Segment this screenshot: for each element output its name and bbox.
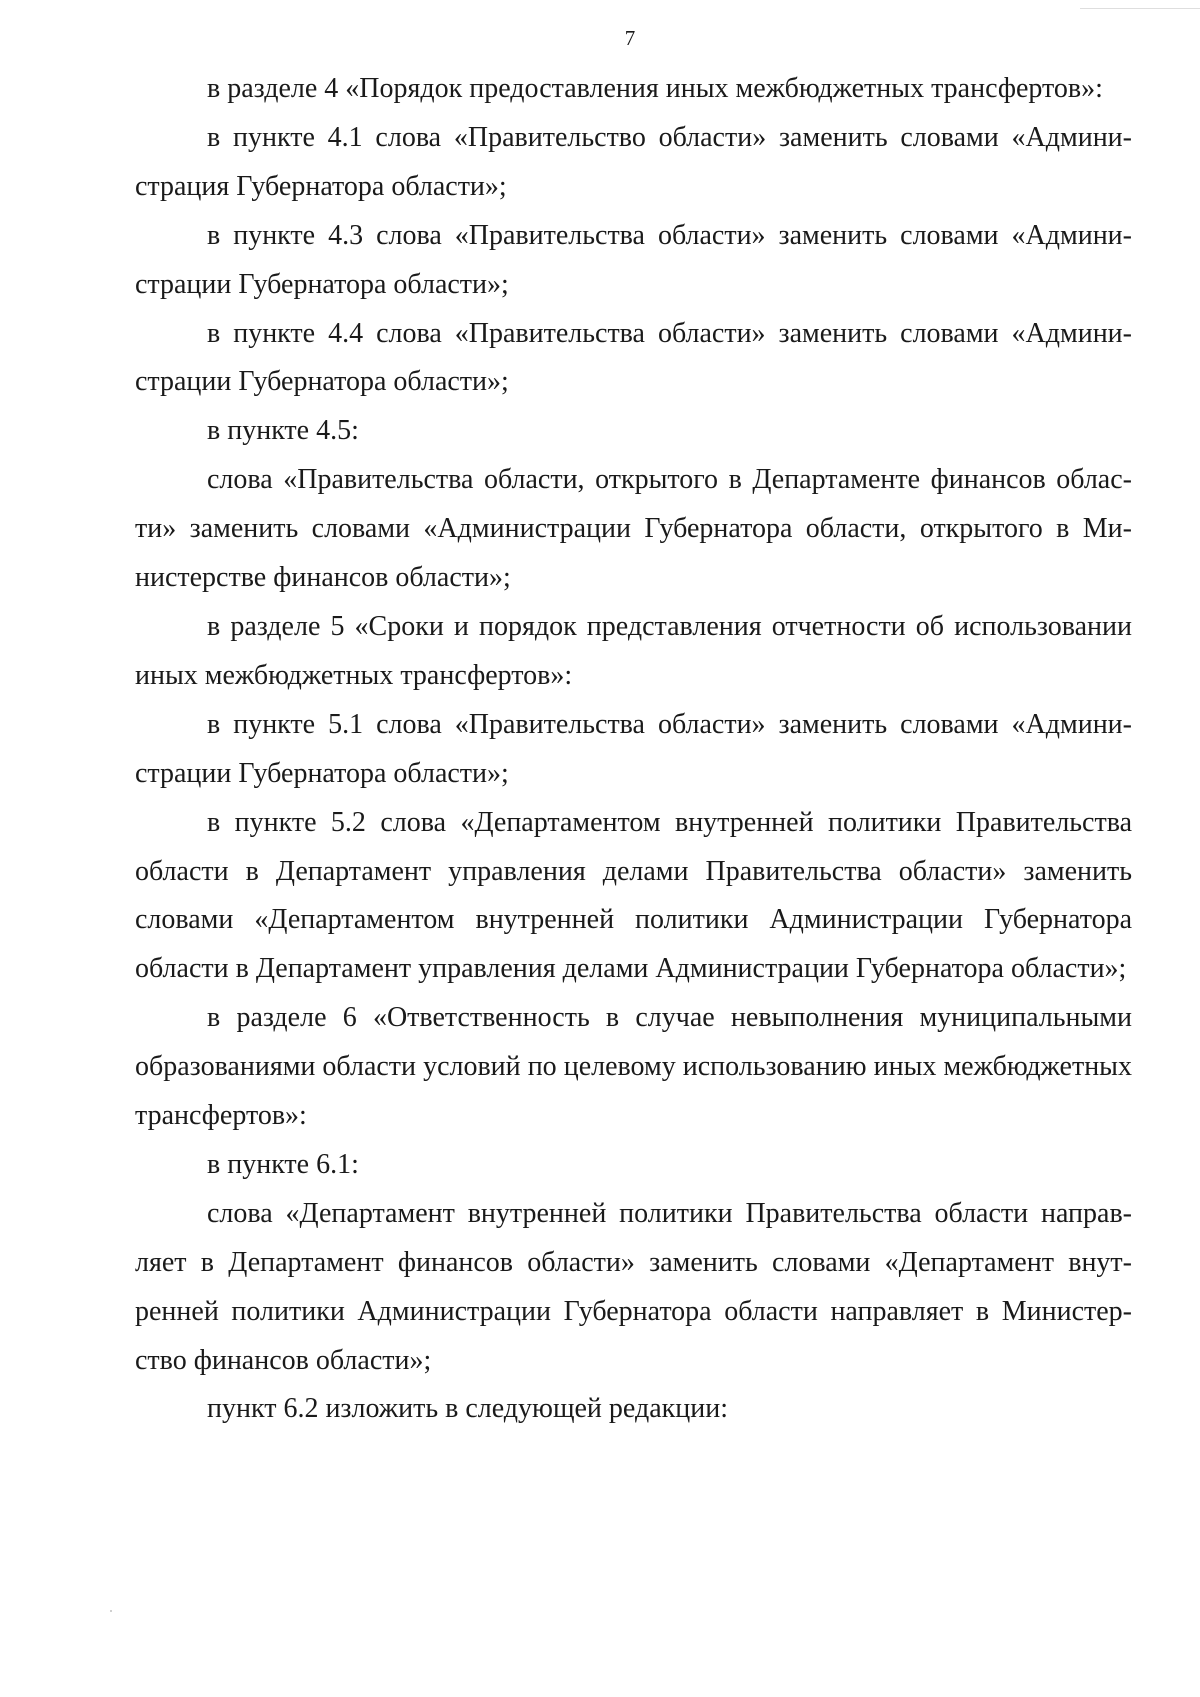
paragraph-item-4-5-words: слова «Правительства области, открытого в Департаменте финансов области» заменить словами «Администрации Губернатора области, открытого в Министерстве финансов области»; — [135, 464, 1132, 594]
paragraph-section-5-heading: в разделе 5 «Сроки и порядок представления отчетности об использовании иных межбюджетных трансфертов»: — [135, 610, 1132, 691]
paragraph-item-4-3: в пункте 4.3 слова «Правительства области» заменить словами «Администрации Губернатора области»; — [135, 219, 1132, 300]
paragraph-section-6-heading: в разделе 6 «Ответственность в случае невыполнения муниципальными образованиями области условий по целевому использованию иных межбюджетных трансфертов»: — [135, 1002, 1132, 1132]
scan-artifact-dot — [110, 1610, 112, 1612]
scan-artifact-top — [1080, 0, 1200, 9]
paragraph-item-4-5: в пункте 4.5: — [207, 415, 359, 447]
paragraph-item-4-1: в пункте 4.1 слова «Правительство области» заменить словами «Администрация Губернатора области»; — [135, 121, 1132, 202]
page-number: 7 — [624, 26, 636, 50]
paragraph-section-4-heading: в разделе 4 «Порядок предоставления иных межбюджетных трансфертов»: — [207, 73, 1103, 104]
document-body — [135, 65, 1132, 1434]
paragraph-item-5-2: в пункте 5.2 слова «Департаментом внутренней политики Правительства области в Департамент управления делами Правительства области» заменить словами «Департаментом внутренней политики Администрации Губернатора области в Департамент управления делами Администрации Губернатора области»; — [135, 806, 1132, 985]
paragraph-item-6-2: пункт 6.2 изложить в следующей редакции: — [207, 1393, 728, 1425]
paragraph-item-5-1: в пункте 5.1 слова «Правительства области» заменить словами «Администрации Губернатора области»; — [135, 708, 1132, 789]
paragraph-item-6-1-words: слова «Департамент внутренней политики Правительства области направляет в Департамент финансов области» заменить словами «Департамент внутренней политики Администрации Губернатора области направляет в Министерство финансов области»; — [135, 1197, 1132, 1376]
paragraph-item-4-4: в пункте 4.4 слова «Правительства области» заменить словами «Администрации Губернатора области»; — [135, 317, 1132, 398]
paragraph-item-6-1: в пункте 6.1: — [207, 1148, 359, 1180]
